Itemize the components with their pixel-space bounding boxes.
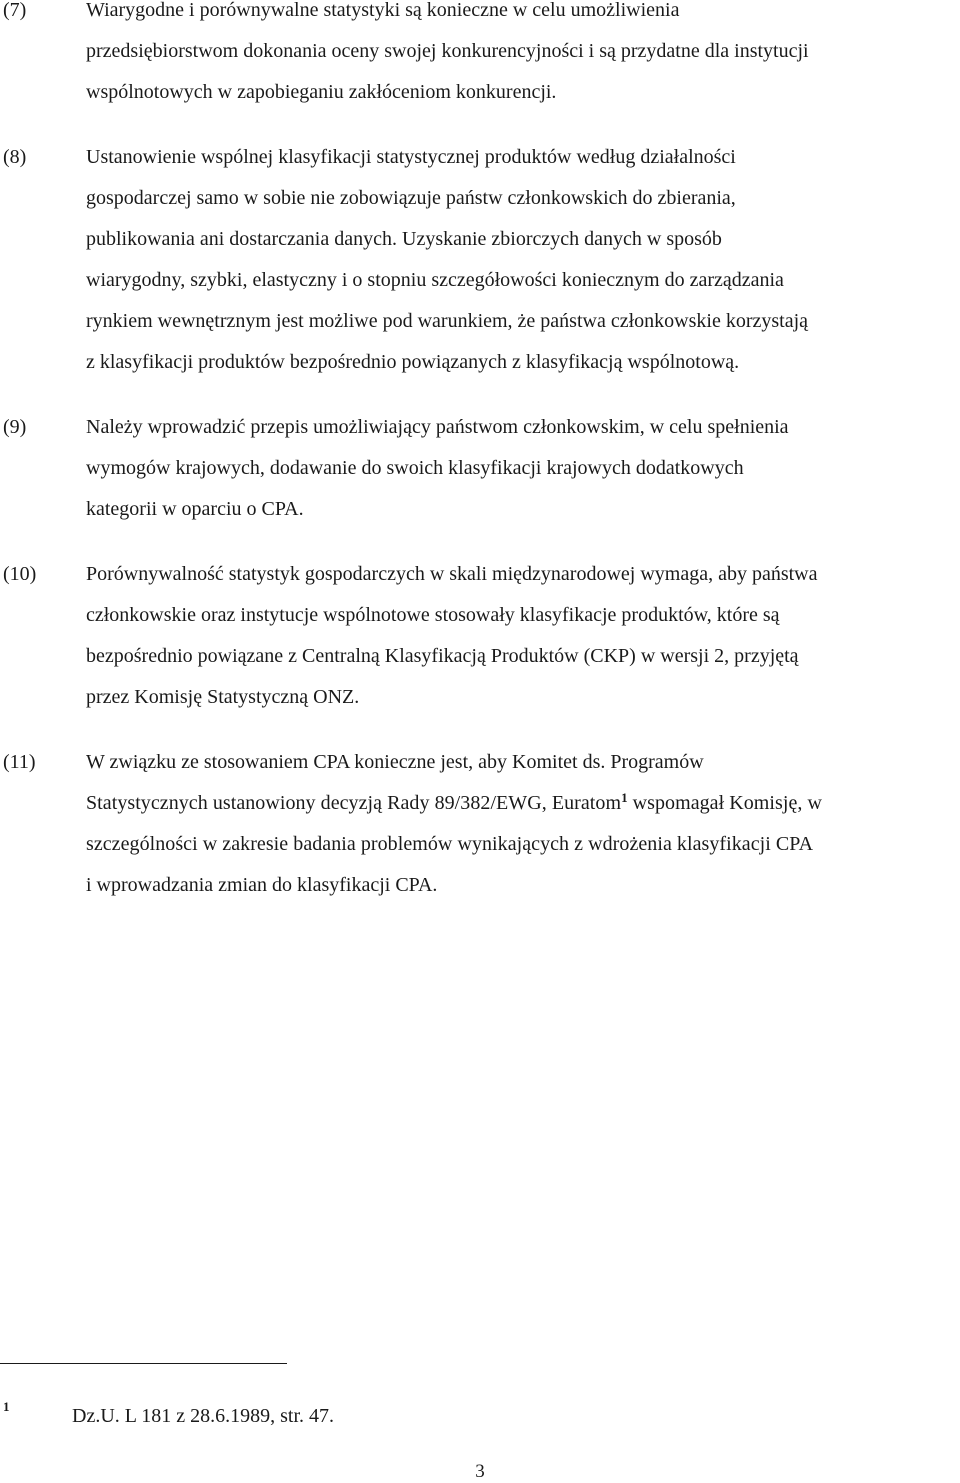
footnote-text: Dz.U. L 181 z 28.6.1989, str. 47. bbox=[72, 1405, 335, 1427]
recital-text bbox=[86, 407, 958, 530]
text-line: wspólnotowych w zapobieganiu zakłóceniom konkurencji. bbox=[86, 81, 557, 103]
text-line: bezpośrednio powiązane z Centralną Klasyfikacją Produktów (CKP) w wersji 2, przyjętą bbox=[86, 645, 799, 667]
text-line: publikowania ani dostarczania danych. Uzyskanie zbiorczych danych w sposób bbox=[86, 228, 722, 250]
text-line: W związku ze stosowaniem CPA konieczne jest, aby Komitet ds. Programów bbox=[86, 751, 704, 773]
recital-text bbox=[86, 742, 958, 906]
text-line: szczególności w zakresie badania problemów wynikających z wdrożenia klasyfikacji CPA bbox=[86, 833, 814, 855]
text-line: kategorii w oparciu o CPA. bbox=[86, 498, 304, 520]
text-line: członkowskie oraz instytucje wspólnotowe stosowały klasyfikacje produktów, które są bbox=[86, 604, 780, 626]
footnote-reference[interactable]: 1 bbox=[621, 790, 628, 805]
recital-text bbox=[86, 554, 958, 718]
text-segment: wspomagał Komisję, w bbox=[627, 792, 822, 814]
text-line: z klasyfikacji produktów bezpośrednio powiązanych z klasyfikacją wspólnotową. bbox=[86, 351, 740, 373]
recital-text bbox=[86, 0, 958, 113]
recital-number: (7) bbox=[3, 0, 27, 21]
footnote-separator bbox=[0, 1363, 287, 1364]
text-line: przedsiębiorstwom dokonania oceny swojej konkurencyjności i są przydatne dla instytucji bbox=[86, 40, 809, 62]
text-line: przez Komisję Statystyczną ONZ. bbox=[86, 686, 360, 708]
page-number: 3 bbox=[475, 1461, 485, 1482]
text-line: gospodarczej samo w sobie nie zobowiązuje państw członkowskich do zbierania, bbox=[86, 187, 736, 209]
text-line: wymogów krajowych, dodawanie do swoich klasyfikacji krajowych dodatkowych bbox=[86, 457, 744, 479]
text-line-with-footnote bbox=[86, 783, 958, 824]
text-line: rynkiem wewnętrznym jest możliwe pod warunkiem, że państwa członkowskie korzystają bbox=[86, 310, 809, 332]
recital-number: (10) bbox=[3, 563, 37, 585]
text-line: Porównywalność statystyk gospodarczych w skali międzynarodowej wymaga, aby państwa bbox=[86, 563, 818, 585]
text-line: Wiarygodne i porównywalne statystyki są konieczne w celu umożliwienia bbox=[86, 0, 680, 21]
recital-number: (9) bbox=[3, 416, 27, 438]
footnote-mark: 1 bbox=[3, 1399, 10, 1414]
text-line: Ustanowienie wspólnej klasyfikacji statystycznej produktów według działalności bbox=[86, 146, 736, 168]
text-segment: Statystycznych ustanowiony decyzją Rady 89/382/EWG, Euratom bbox=[86, 792, 622, 814]
text-line: Należy wprowadzić przepis umożliwiający państwom członkowskim, w celu spełnienia bbox=[86, 416, 789, 438]
recital-number: (8) bbox=[3, 146, 27, 168]
text-line: wiarygodny, szybki, elastyczny i o stopniu szczegółowości koniecznym do zarządzania bbox=[86, 269, 784, 291]
text-line: i wprowadzania zmian do klasyfikacji CPA. bbox=[86, 874, 438, 896]
recital-text bbox=[86, 137, 958, 383]
recital-number: (11) bbox=[3, 751, 36, 773]
